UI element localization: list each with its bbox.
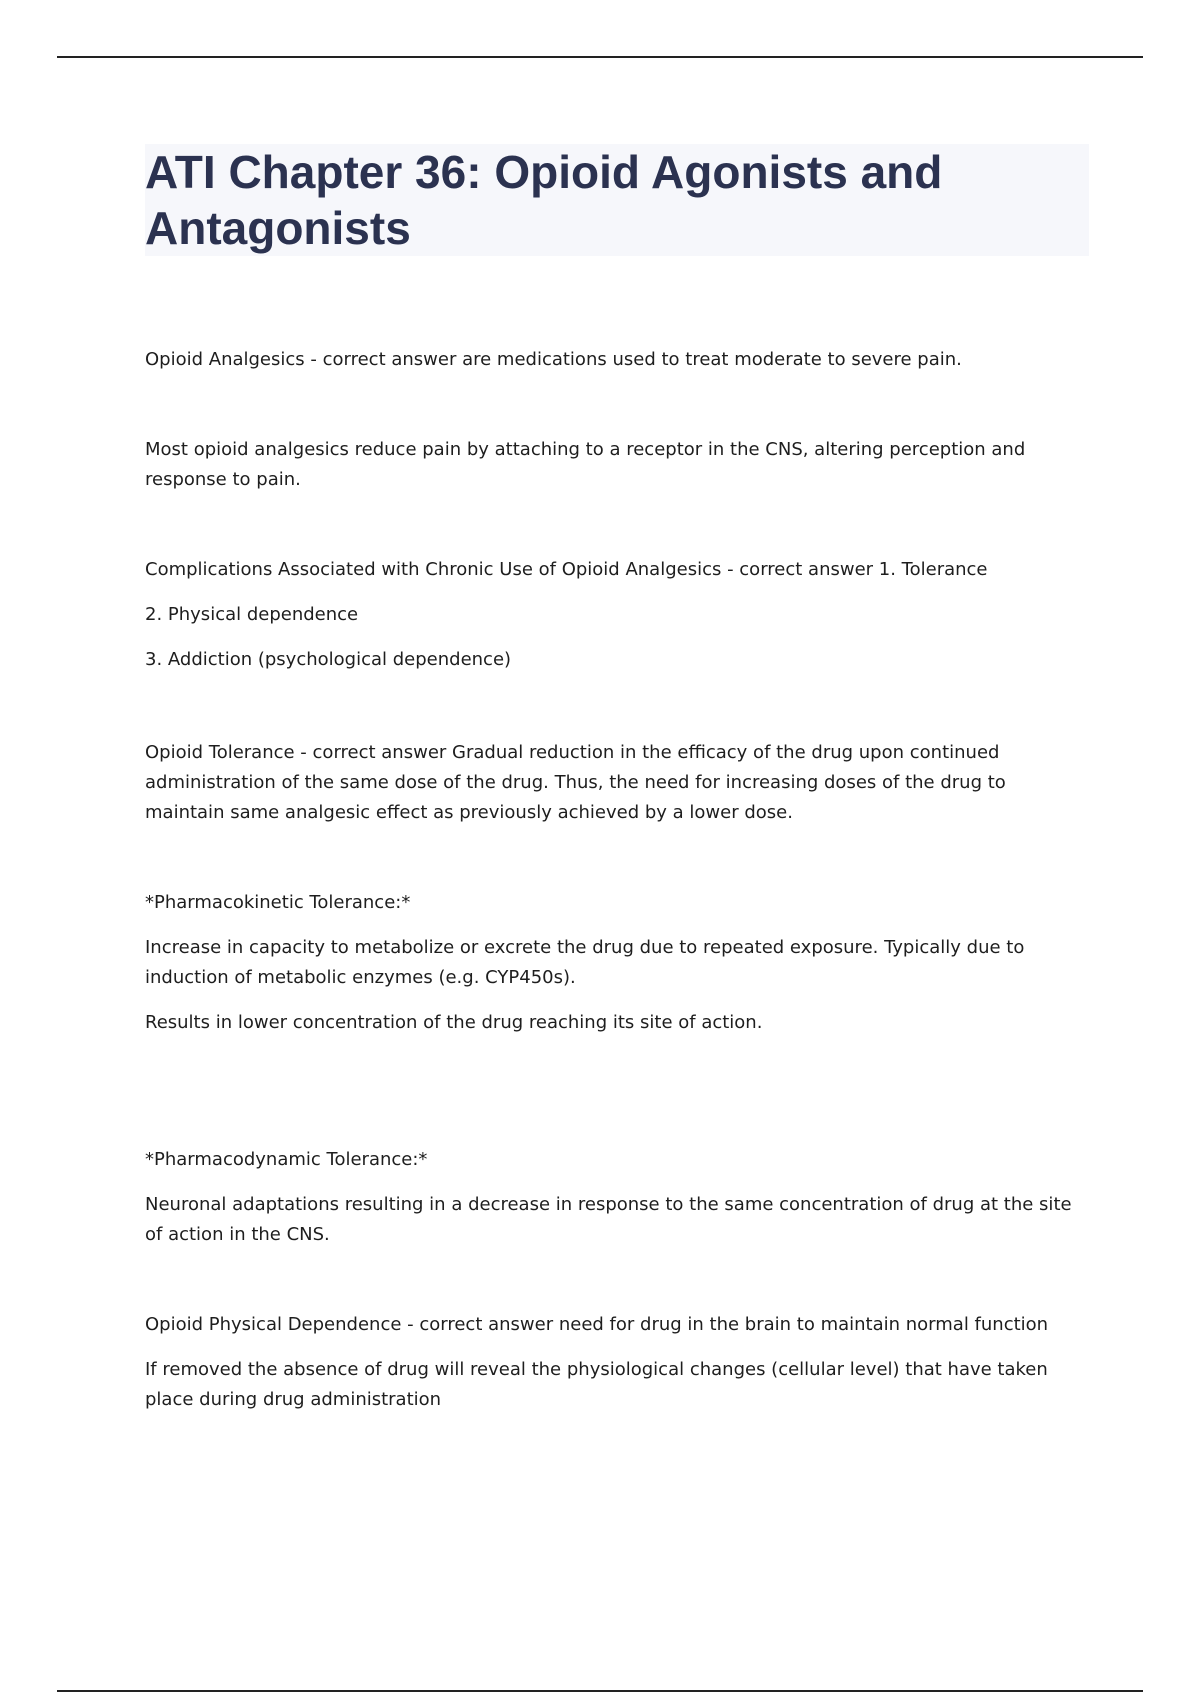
paragraph-complications	[145, 555, 1085, 585]
paragraph-text: Opioid Physical Dependence - correct answer need for drug in the brain to maintain normal function	[145, 1314, 1049, 1335]
paragraph-opioid-tolerance	[145, 738, 1085, 828]
paragraph-text: 2. Physical dependence	[145, 604, 359, 625]
paragraph-text: Neuronal adaptations resulting in a decrease in response to the same concentration of drug at the site of action in the CNS.	[145, 1194, 1072, 1245]
paragraph-text: Increase in capacity to metabolize or excrete the drug due to repeated exposure. Typically due to induction of metabolic enzymes (e.g. CYP450s).	[145, 937, 1025, 988]
top-divider	[57, 56, 1143, 58]
document-title: ATI Chapter 36: Opioid Agonists and Antagonists	[145, 146, 943, 254]
paragraph-text: Opioid Tolerance - correct answer Gradual reduction in the efficacy of the drug upon continued administration of the same dose of the drug. Thus, the need for increasing doses of the drug to maintain same analgesic effect as previously achieved by a lower dose.	[145, 742, 1006, 823]
paragraph-pharmacokinetic-result	[145, 1008, 1085, 1038]
paragraph-pharmacokinetic-description	[145, 933, 1085, 993]
paragraph-text: If removed the absence of drug will reveal the physiological changes (cellular level) that have taken place during drug administration	[145, 1359, 1048, 1410]
paragraph-physical-dependence	[145, 1310, 1085, 1340]
heading-pharmacokinetic-tolerance	[145, 888, 1085, 918]
paragraph-opioid-analgesics	[145, 345, 1085, 375]
paragraph-text: Results in lower concentration of the drug reaching its site of action.	[145, 1012, 763, 1033]
paragraph-mechanism	[145, 435, 1085, 495]
heading-pharmacodynamic-tolerance	[145, 1145, 1085, 1175]
paragraph-text: *Pharmacodynamic Tolerance:*	[145, 1149, 428, 1170]
paragraph-text: *Pharmacokinetic Tolerance:*	[145, 892, 411, 913]
paragraph-text: 3. Addiction (psychological dependence)	[145, 649, 512, 670]
paragraph-withdrawal	[145, 1355, 1085, 1415]
list-item-physical-dependence	[145, 600, 1085, 630]
list-item-addiction	[145, 645, 1085, 675]
bottom-divider	[57, 1690, 1143, 1692]
paragraph-text: Opioid Analgesics - correct answer are medications used to treat moderate to severe pain.	[145, 349, 962, 370]
paragraph-text: Complications Associated with Chronic Use of Opioid Analgesics - correct answer 1. Tolerance	[145, 559, 988, 580]
paragraph-pharmacodynamic-description	[145, 1190, 1085, 1250]
paragraph-text: Most opioid analgesics reduce pain by attaching to a receptor in the CNS, altering perception and response to pain.	[145, 439, 1026, 490]
